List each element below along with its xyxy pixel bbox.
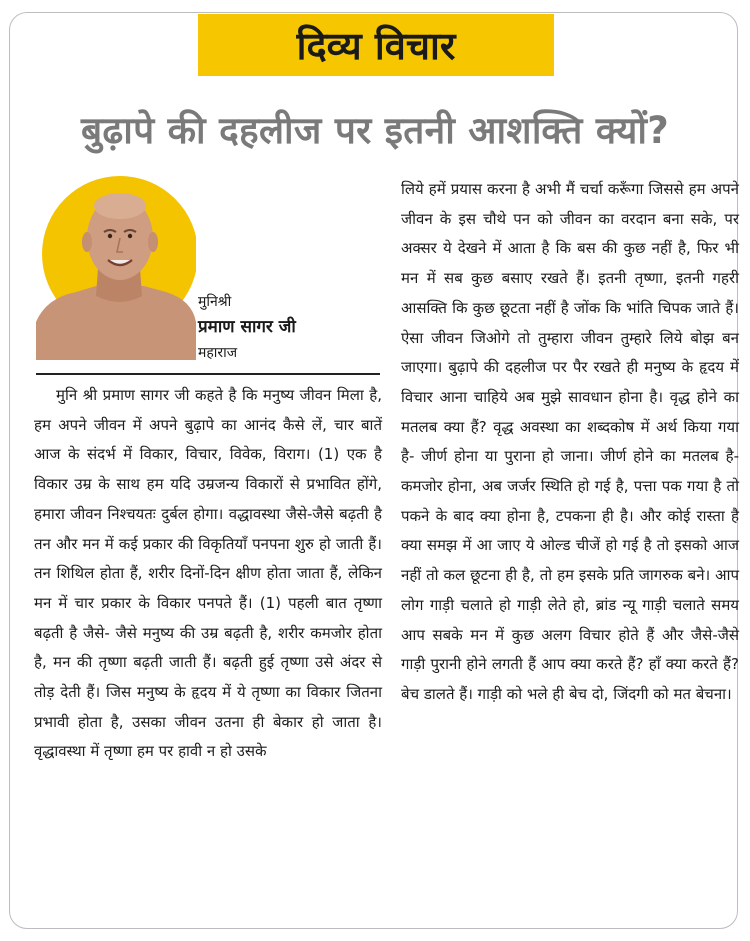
author-title: महाराज: [198, 345, 238, 361]
section-banner: [198, 14, 554, 76]
article-column-left: मुनि श्री प्रमाण सागर जी कहते है कि मनुष्य जीवन मिला है, हम अपने जीवन में अपने बुढ़ापे का आनंद कैसे लें, चार बातें आज के संदर्भ में विकार, विचार, विवेक, विराग। (1) एक है विकार उम्र के साथ हम यदि उम्रजन्य विकारों से प्रभावित होंगे, हमारा जीवन निश्चयतः दुर्बल होगा। वद्धावस्था जैसे-जैसे बढ़ती है तन और मन में कई प्रकार की विकृतियाँ पनपना शुरु हो जाती हैं। तन शिथिल होता हैं, शरीर दिनों-दिन क्षीण होता जाता हैं, लेकिन मन में चार प्रकार के विकार पनपते हैं। (1) पहली बात तृष्णा बढ़ती है जैसे- जैसे मनुष्य की उम्र बढ़ती है, शरीर कमजोर होता है, मन की तृष्णा बढ़ती जाती हैं। बढ़ती हुई तृष्णा उसे अंदर से तोड़ देती हैं। जिस मनुष्य के हृदय में ये तृष्णा का विकार जितना प्रभावी होता है, उसका जीवन उतना ही बेकार हो जाता है। वृद्धावस्था में तृष्णा हम पर हावी न हो उसके: [34, 386, 382, 761]
section-title: दिव्य विचार: [296, 24, 456, 68]
author-name: प्रमाण सागर जी: [198, 317, 296, 337]
article-headline: बुढ़ापे की दहलीज पर इतनी आशक्ति क्यों?: [80, 108, 670, 152]
author-photo: [36, 172, 196, 360]
article-column-right: लिये हमें प्रयास करना है अभी मैं चर्चा करूँगा जिससे हम अपने जीवन के इस चौथे पन को जीवन का वरदान बना सके, पर अक्सर ये देखने में आता है कि बस की कुछ नहीं है, फिर भी मन में सब कुछ बसाए रखते हैं। इतनी तृष्णा, इतनी गहरी आसक्ति कि कुछ छूटता नहीं है जोंक कि भांति चिपक जाते हैं। ऐसा जीवन जिओगे तो तुम्हारा जीवन तुम्हारे लिये बोझ बन जाएगा। बुढ़ापे की दहलीज पर पैर रखते ही मनुष्य के हृदय में विचार आना चाहिये अब मुझे सावधान होना है। वृद्ध होने का मतलब क्या हैं? वृद्ध अवस्था का शब्दकोष में अर्थ किया गया है- जीर्ण होना या पुराना हो जाना। जीर्ण होने का मतलब है- कमजोर होना, अब जर्जर स्थिति हो गई है, पत्ता पक गया है तो पकने के बाद क्या होना है, टपकना ही है। और कोई रास्ता है क्या समझ में आ जाए ये ओल्ड चीजें हो गई है तो इसको आज नहीं तो कल छूटना ही है, तो हम इसके प्रति जागरुक बने। आप लोग गाड़ी चलाते हो गाड़ी लेते हो, ब्रांड न्यू गाड़ी चलाते समय आप सबके मन में कुछ अलग विचार होते हैं और जैसे-जैसे गाड़ी पुरानी होने लगती हैं आप क्या करते हैं? हाँ क्या करते हैं? बेच डालते हैं। गाड़ी को भले ही बेच दो, जिंदगी को मत बेचना।: [401, 180, 739, 703]
column-divider: [36, 373, 380, 375]
author-label: मुनिश्री: [198, 294, 232, 310]
